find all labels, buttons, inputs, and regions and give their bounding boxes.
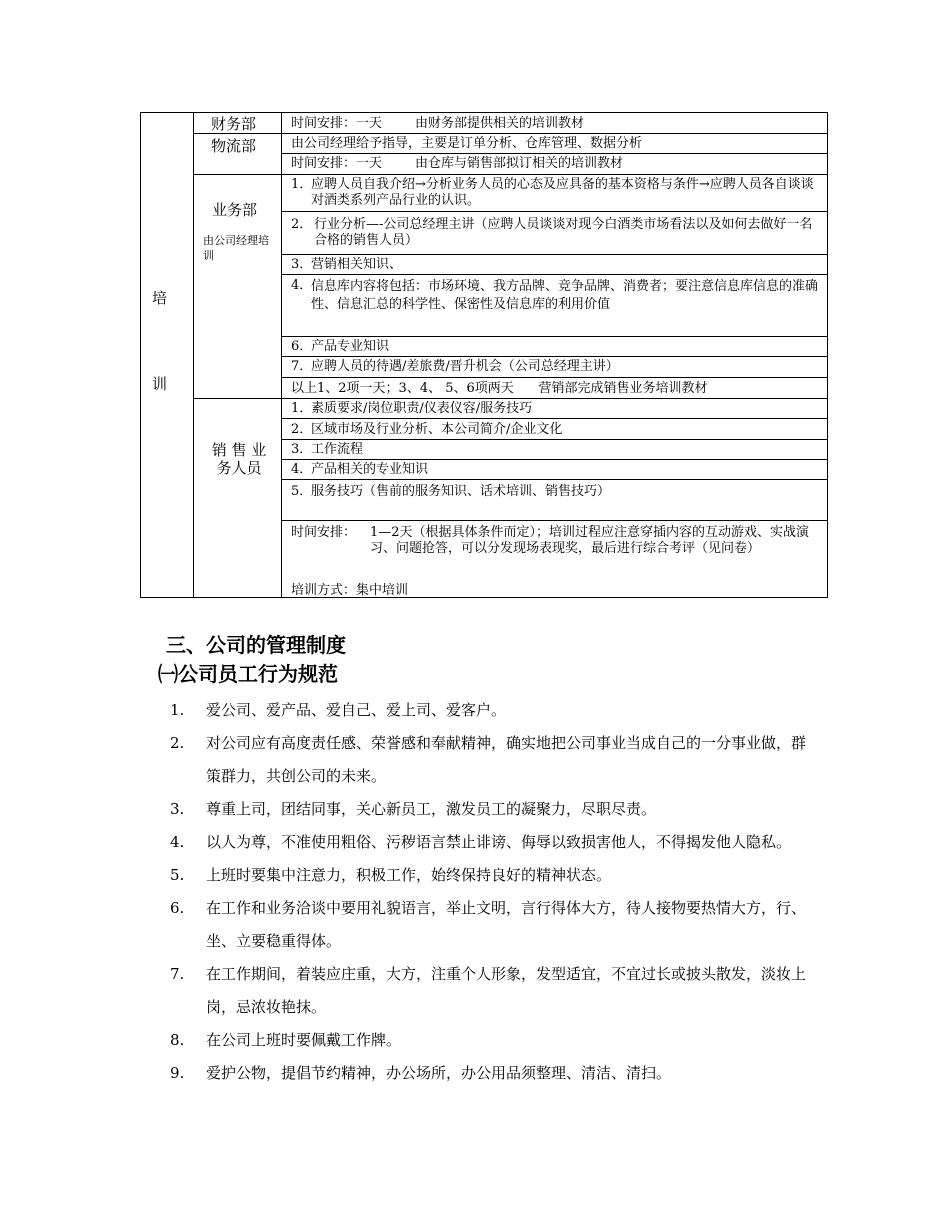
business-item-1-num: 1． — [291, 177, 313, 192]
business-item-3-num: 3． — [291, 257, 313, 272]
sales-dept-cell — [193, 398, 282, 598]
list-item — [166, 958, 818, 1024]
section-title: 三、公司的管理制度 — [166, 633, 346, 657]
logistics-guidance-text: 由公司经理给予指导，主要是订单分析、仓库管理、数据分析 — [291, 136, 643, 151]
business-item-7-text: 应聘人员的待遇/差旅费/晋升机会（公司总经理主讲） — [311, 359, 619, 374]
rule-number: 6. — [170, 899, 185, 917]
training-table — [140, 112, 828, 598]
logistics-dept-label: 物流部 — [211, 137, 257, 155]
sales-item-2-num: 2． — [291, 422, 313, 437]
list-item — [166, 1024, 818, 1057]
rule-text: 在工作和业务洽谈中要用礼貌语言，举止文明，言行得体大方，待人接物要热情大方，行、坐、立要稳重得体。 — [206, 899, 807, 950]
sales-schedule-label: 时间安排： — [291, 525, 357, 540]
sales-item-5-num: 5． — [291, 484, 313, 499]
business-summary — [281, 377, 828, 399]
rule-number: 9. — [170, 1064, 185, 1082]
business-item-2-num: 2． — [291, 217, 313, 232]
business-dept-cell — [193, 174, 282, 399]
rule-text: 以人为尊，不准使用粗俗、污秽语言禁止诽谤、侮辱以致损害他人，不得揭发他人隐私。 — [206, 833, 792, 851]
business-item-4 — [281, 274, 828, 337]
training-label-cell — [140, 112, 194, 598]
sales-training-method: 培训方式：集中培训 — [291, 583, 409, 598]
sales-item-3 — [281, 439, 828, 460]
sales-item-5 — [281, 479, 828, 521]
business-item-6 — [281, 336, 828, 357]
business-item-3 — [281, 254, 828, 275]
logistics-schedule-text: 时间安排：一天 由仓库与销售部拟订相关的培训教材 — [291, 156, 624, 171]
business-item-6-text: 产品专业知识 — [311, 339, 390, 354]
list-item — [166, 1057, 818, 1090]
rule-text: 尊重上司，团结同事，关心新员工，激发员工的凝聚力，尽职尽责。 — [206, 800, 657, 818]
business-item-4-num: 4． — [291, 278, 313, 293]
sales-item-4-num: 4． — [291, 462, 313, 477]
rule-text: 在工作期间，着装应庄重，大方，注重个人形象，发型适宜，不宜过长或披头散发，淡妆上岗，忌浓妆艳抹。 — [206, 965, 807, 1016]
sales-item-1 — [281, 398, 828, 419]
sales-schedule-cell — [281, 520, 828, 598]
sales-item-3-num: 3． — [291, 442, 313, 457]
sales-schedule-text: 1—2天（根据具体条件而定）；培训过程应注意穿插内容的互动游戏、实战演习、问题抢答，可以分发现场表现奖，最后进行综合考评（见问卷） — [370, 525, 810, 556]
business-item-1 — [281, 174, 828, 212]
logistics-dept-cell — [193, 133, 282, 175]
sales-item-1-text: 素质要求/岗位职责/仪表仪容/服务技巧 — [311, 401, 533, 416]
business-item-7 — [281, 356, 828, 378]
list-item — [166, 727, 818, 793]
sales-item-2 — [281, 418, 828, 440]
business-item-4-text: 信息库内容将包括：市场环境、我方品牌、竞争品牌、消费者；要注意信息库信息的准确性、信息汇总的科学性、保密性及信息库的利用价值 — [311, 279, 819, 312]
business-item-2 — [281, 211, 828, 255]
list-item — [166, 694, 818, 727]
finance-dept-label: 财务部 — [211, 115, 257, 133]
list-item — [166, 826, 818, 859]
business-dept-label: 业务部 — [212, 201, 258, 219]
rule-number: 8. — [170, 1031, 185, 1049]
finance-schedule-text: 时间安排：一天 由财务部提供相关的培训教材 — [291, 116, 585, 131]
sales-item-3-text: 工作流程 — [311, 442, 364, 457]
finance-dept-cell — [193, 112, 282, 134]
sales-item-4-text: 产品相关的专业知识 — [311, 462, 429, 477]
business-item-3-text: 营销相关知识、 — [311, 257, 403, 272]
business-dept-note: 由公司经理培训 — [203, 234, 269, 262]
rule-text: 对公司应有高度责任感、荣誉感和奉献精神，确实地把公司事业当成自己的一分事业做，群策群力，共创公司的未来。 — [206, 734, 807, 785]
sales-item-2-text: 区域市场及行业分析、本公司简介/企业文化 — [311, 422, 563, 437]
logistics-row-2 — [281, 153, 828, 175]
subsection-title: ㈠公司员工行为规范 — [158, 662, 338, 686]
rule-text: 在公司上班时要佩戴工作牌。 — [206, 1031, 402, 1049]
list-item — [166, 793, 818, 826]
business-item-2-text: 行业分析—-公司总经理主讲（应聘人员谈谈对现今白酒类市场看法以及如何去做好一名合格的销售人员） — [314, 217, 813, 248]
sales-item-1-num: 1． — [291, 401, 313, 416]
rule-number: 2. — [170, 734, 185, 752]
behavior-rules-list — [166, 694, 818, 1090]
business-summary-text: 以上1、2项一天；3、4、 5、6项两天 营销部完成销售业务培训教材 — [291, 381, 708, 396]
sales-dept-label: 销 售 业 务人员 — [211, 441, 267, 477]
rule-text: 爱公司、爱产品、爱自己、爱上司、爱客户。 — [206, 701, 507, 719]
rule-number: 1. — [170, 701, 185, 719]
sales-item-4 — [281, 459, 828, 480]
business-item-7-num: 7． — [291, 359, 313, 374]
business-item-1-text: 应聘人员自我介绍→分析业务人员的心态及应具备的基本资格与条件→应聘人员各自谈谈对酒类系列产品行业的认识。 — [311, 177, 814, 208]
training-label-char-1: 培 — [152, 289, 168, 307]
training-label-char-2: 训 — [152, 375, 168, 393]
rule-number: 3. — [170, 800, 185, 818]
list-item — [166, 859, 818, 892]
rule-number: 4. — [170, 833, 185, 851]
logistics-row-1 — [281, 133, 828, 154]
rule-number: 7. — [170, 965, 185, 983]
rule-text: 上班时要集中注意力，积极工作，始终保持良好的精神状态。 — [206, 866, 612, 884]
sales-item-5-text: 服务技巧（售前的服务知识、话术培训、销售技巧） — [311, 484, 611, 499]
rule-number: 5. — [170, 866, 185, 884]
rule-text: 爱护公物，提倡节约精神，办公场所，办公用品须整理、清洁、清扫。 — [206, 1064, 672, 1082]
business-item-6-num: 6． — [291, 339, 313, 354]
finance-content-cell — [281, 112, 828, 134]
list-item — [166, 892, 818, 958]
